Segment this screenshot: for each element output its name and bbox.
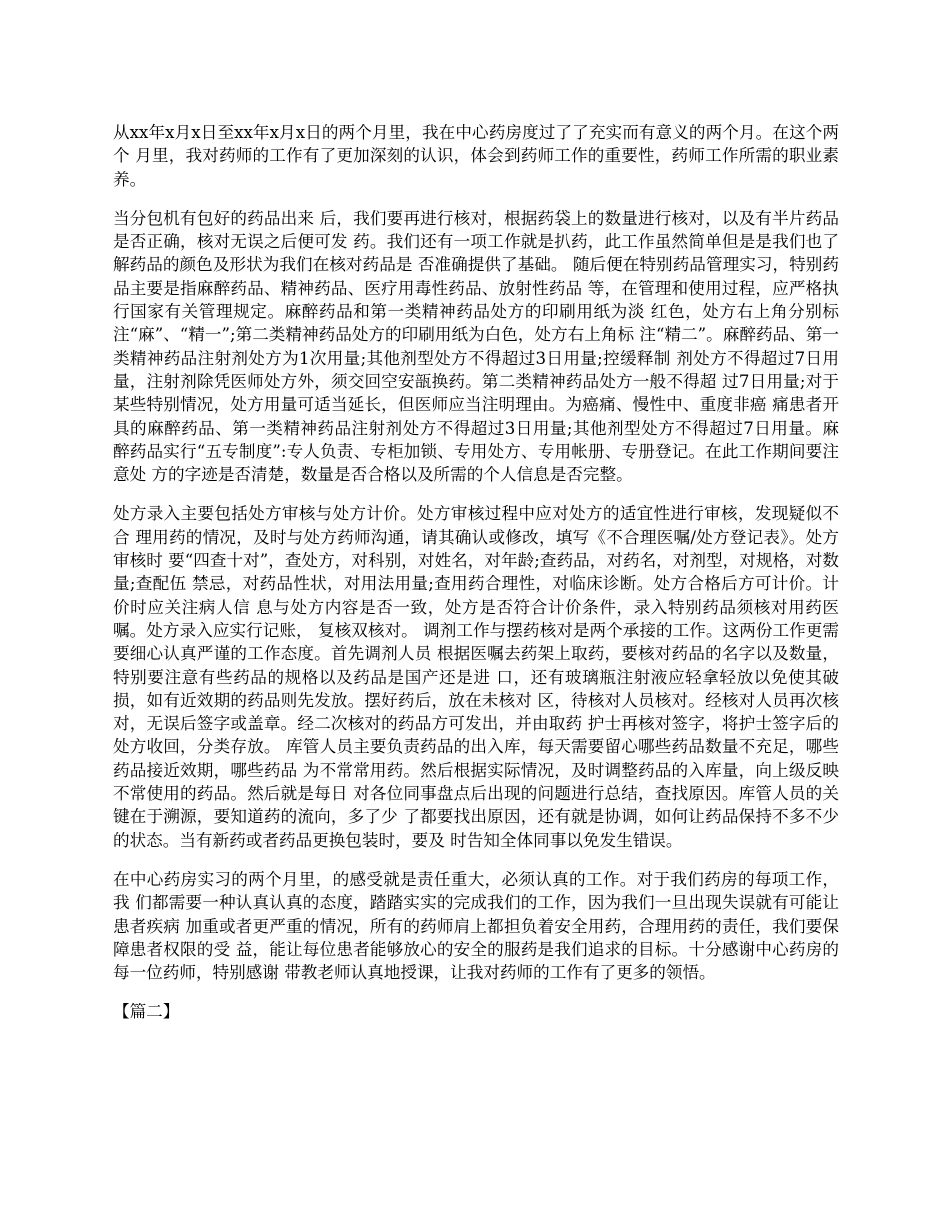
paragraph-internship-intro: 从xx年x月x日至xx年x月x日的两个月里，我在中心药房度过了了充实而有意义的两个月。在这个两个 月里，我对药师的工作有了更加深刻的认识，体会到药师工作的重要性，药师工作所需的职业素养。 xyxy=(113,123,839,189)
paragraph-special-drug-management: 当分包机有包好的药品出来 后，我们要再进行核对，根据药袋上的数量进行核对，以及有半片药品是否正确，核对无误之后便可发 药。我们还有一项工作就是扒药，此工作虽然简单但是是我们也了解药品的颜色及形状为我们在核对药品是 否准确提供了基础。 随后便在特别药品管理实习，特别药品主要是指麻醉药品、精神药品、医疗用毒性药品、放射性药品 等，在管理和使用过程，应严格执行国家有关管理规定。麻醉药品和第一类精神药品处方的印刷用纸为淡 红色，处方右上角分别标注“麻”、“精一”;第二类精神药品处方的印刷用纸为白色，处方右上角标 注“精二”。麻醉药品、第一类精神药品注射剂处方为1次用量;其他剂型处方不得超过3日用量;控缓释制 剂处方不得超过7日用量，注射剂除凭医师处方外，须交回空安瓿换药。第二类精神药品处方一般不得超 过7日用量;对于某些特别情况，处方用量可适当延长，但医师应当注明理由。为癌痛、慢性中、重度非癌 痛患者开具的麻醉药品、第一类精神药品注射剂处方不得超过3日用量;其他剂型处方不得超过7日用量。麻 醉药品实行“五专制度”:专人负责、专柜加锁、专用处方、专用帐册、专册登记。在此工作期间要注意处 方的字迹是否清楚，数量是否合格以及所需的个人信息是否完整。 xyxy=(113,208,839,485)
paragraph-internship-reflection: 在中心药房实习的两个月里，的感受就是责任重大，必须认真的工作。对于我们药房的每项工作，我 们都需要一种认真认真的态度，踏踏实实的完成我们的工作，因为我们一旦出现失误就有可能让患者疾病 加重或者更严重的情况，所有的药师肩上都担负着安全用药，合理用药的责任，我们要保障患者权限的受 益，能让每位患者能够放心的安全的服药是我们追求的目标。十分感谢中心药房的每一位药师，特别感谢 带教老师认真地授课，让我对药师的工作有了更多的领悟。 xyxy=(113,869,839,983)
paragraph-prescription-entry: 处方录入主要包括处方审核与处方计价。处方审核过程中应对处方的适宜性进行审核，发现疑似不合 理用药的情况，及时与处方药师沟通，请其确认或修改，填写《不合理医嘱/处方登记表》。处方审核时 要“四查十对”，查处方，对科别，对姓名，对年龄;查药品，对药名，对剂型，对规格，对数量;查配伍 禁忌，对药品性状，对用法用量;查用药合理性，对临床诊断。处方合格后方可计价。计价时应关注病人信 息与处方内容是否一致，处方是否符合计价条件，录入特别药品须核对用药医嘱。处方录入应实行记账， 复核双核对。 调剂工作与摆药核对是两个承接的工作。这两份工作更需要细心认真严谨的工作态度。首先调剂人员 根据医嘱去药架上取药，要核对药品的名字以及数量，特别要注意有些药品的规格以及药品是国产还是进 口，还有玻璃瓶注射液应轻拿轻放以免使其破损，如有近效期的药品则先发放。摆好药后，放在未核对 区，待核对人员核对。经核对人员再次核对，无误后签字或盖章。经二次核对的药品方可发出，并由取药 护士再核对签字，将护士签字后的处方收回，分类存放。 库管人员主要负责药品的出入库，每天需要留心哪些药品数量不充足，哪些药品接近效期，哪些药品 为不常常用药。然后根据实际情况，及时调整药品的入库量，向上级反映不常使用的药品。然后就是每日 对各位同事盘点后出现的问题进行总结，查找原因。库管人员的关键在于溯源，要知道药的流向，多了少 了都要找出原因，还有就是协调，如何让药品保持不多不少的状态。当有新药或者药品更换包装时，要及 时告知全体同事以免发生错误。 xyxy=(113,504,839,850)
section-heading: 【篇二】 xyxy=(113,1002,180,1022)
document-body xyxy=(113,121,839,1024)
